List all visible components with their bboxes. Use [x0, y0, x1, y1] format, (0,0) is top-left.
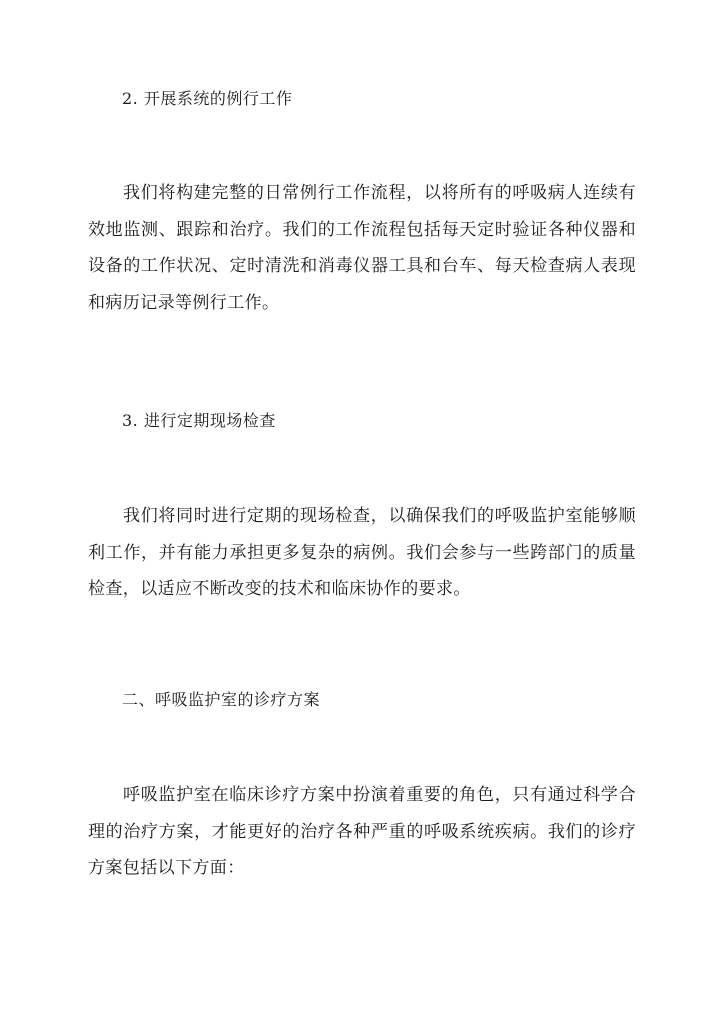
- section-heading: 3. 进行定期现场检查: [122, 411, 276, 430]
- section-heading: 2. 开展系统的例行工作: [122, 89, 293, 108]
- body-paragraph: 我们将同时进行定期的现场检查，以确保我们的呼吸监护室能够顺利工作，并有能力承担更多复杂的病例。我们会参与一些跨部门的质量检查，以适应不断改变的技术和临床协作的要求。: [88, 506, 636, 599]
- body-paragraph: 呼吸监护室在临床诊疗方案中扮演着重要的角色，只有通过科学合理的治疗方案，才能更好的治疗各种严重的呼吸系统疾病。我们的诊疗方案包括以下方面：: [88, 785, 636, 878]
- chapter-heading: 二、呼吸监护室的诊疗方案: [122, 690, 321, 709]
- body-paragraph: 我们将构建完整的日常例行工作流程，以将所有的呼吸病人连续有效地监测、跟踪和治疗。我们的工作流程包括每天定时验证各种仪器和设备的工作状况、定时清洗和消毒仪器工具和台车、每天检查病人表现和病历记录等例行工作。: [88, 183, 636, 313]
